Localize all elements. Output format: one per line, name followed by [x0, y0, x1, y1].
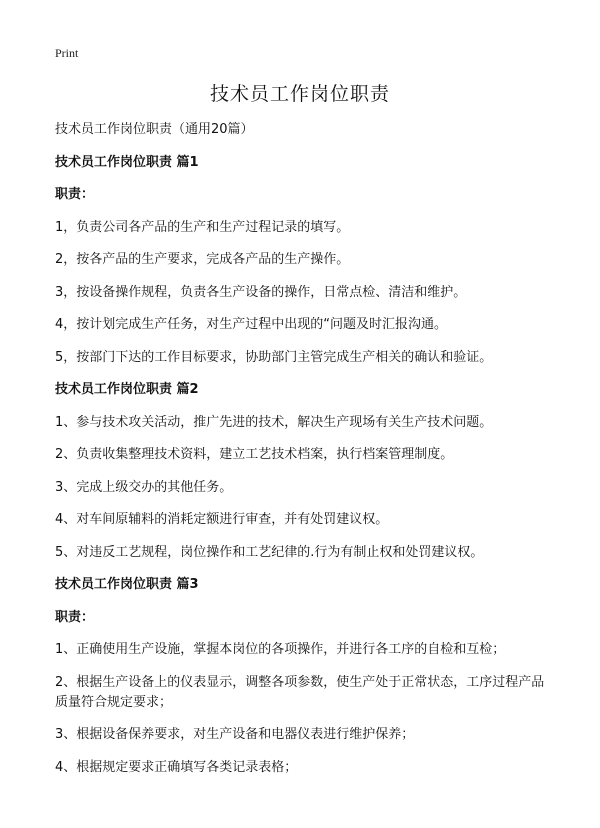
list-item: 4、根据规定要求正确填写各类记录表格；	[55, 759, 298, 775]
list-item: 4、对车间原辅料的消耗定额进行审查，并有处罚建议权。	[55, 512, 389, 527]
list-item: 2、根据生产设备上的仪表显示，调整各项参数，使生产处于正常状态，工序过程产品质量符合规定要求；	[55, 674, 545, 710]
list-item: 3、完成上级交办的其他任务。	[55, 479, 233, 495]
list-item: 4，按计划完成生产任务，对生产过程中出现的“问题及时汇报沟通。	[55, 317, 448, 332]
section-1	[55, 153, 555, 368]
document-body	[55, 120, 555, 790]
list-item: 5、对违反工艺规程，岗位操作和工艺纪律的.行为有制止权和处罚建议权。	[55, 544, 484, 560]
list-item: 1，负责公司各产品的生产和生产过程记录的填写。	[55, 219, 350, 235]
section-label: 职责：	[55, 609, 95, 625]
section-heading: 技术员工作岗位职责 篇1	[55, 154, 199, 170]
list-item: 2、负责收集整理技术资料，建立工艺技术档案，执行档案管理制度。	[55, 447, 454, 462]
section-label: 职责：	[55, 187, 95, 202]
list-item: 3、根据设备保养要求，对生产设备和电器仪表进行维护保养；	[55, 727, 415, 742]
sections-container	[55, 153, 555, 778]
section-2	[55, 380, 555, 563]
list-item: 1、参与技术攻关活动，推广先进的技术，解决生产现场有关生产技术问题。	[55, 414, 493, 430]
section-heading: 技术员工作岗位职责 篇2	[55, 382, 199, 397]
section-3	[55, 575, 555, 778]
print-label: Print	[55, 46, 79, 60]
document-title: 技术员工作岗位职责	[209, 83, 390, 105]
section-heading: 技术员工作岗位职责 篇3	[55, 577, 199, 592]
list-item: 1、正确使用生产设施，掌握本岗位的各项操作，并进行各工序的自检和互检；	[55, 642, 506, 657]
list-item: 3，按设备操作规程，负责各生产设备的操作，日常点检、清洁和维护。	[55, 284, 467, 300]
list-item: 5，按部门下达的工作目标要求，协助部门主管完成生产相关的确认和验证。	[55, 349, 493, 365]
list-item: 2，按各产品的生产要求，完成各产品的生产操作。	[55, 252, 350, 267]
document-subtitle: 技术员工作岗位职责（通用20篇）	[55, 122, 254, 137]
